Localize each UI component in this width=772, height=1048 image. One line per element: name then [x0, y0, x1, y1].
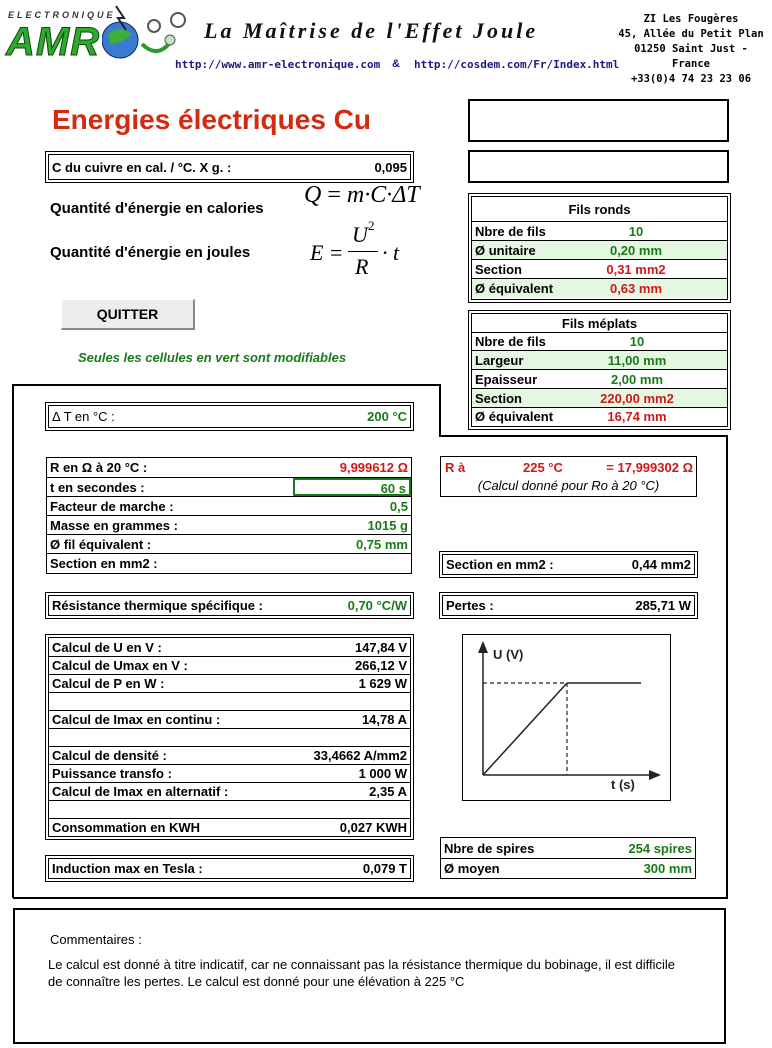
note-text: Seules les cellules en vert sont modifiables: [78, 350, 347, 365]
calc-imax-continu-value: 14,78 A: [361, 712, 407, 727]
comments-text: Le calcul est donné à titre indicatif, car ne connaissant pas la résistance thermique du bobinage, il est difficile de connaître les pertes. Le calcul est donné pour une élévation à 225 °C: [48, 957, 676, 989]
c-cuivre-label: C du cuivre en cal. / °C. X g. :: [52, 159, 232, 175]
r-at-temp: 225 °C: [523, 460, 563, 475]
r-at-note: (Calcul donné pour Ro à 20 °C): [477, 478, 660, 493]
url-separator: &: [392, 58, 400, 70]
r20-value: 9,999612 Ω: [339, 460, 408, 475]
quit-button[interactable]: QUITTER: [61, 299, 195, 330]
calc-label: Calcul de Umax en V :: [52, 658, 188, 673]
url-1[interactable]: http://www.amr-electronique.com: [175, 58, 381, 71]
fr-label: Ø unitaire: [475, 242, 536, 258]
section-right-value: 0,44 mm2: [631, 557, 691, 572]
graph-x-label: t (s): [611, 777, 635, 792]
y-arrow-icon: [478, 641, 488, 653]
calc-table: [48, 637, 411, 837]
formula-e-numerator: U: [352, 222, 368, 247]
param-label: Facteur de marche :: [50, 498, 174, 514]
url-2[interactable]: http://cosdem.com/Fr/Index.html: [414, 58, 620, 71]
formula-e-exponent: 2: [368, 218, 375, 233]
param-label: t en secondes :: [50, 479, 145, 495]
masse-value[interactable]: 1015 g: [367, 517, 408, 533]
spires-value[interactable]: 254 spires: [628, 840, 692, 856]
fm-label: Largeur: [475, 352, 524, 368]
fr-unitaire-value[interactable]: 0,20 mm: [609, 242, 663, 258]
fr-nbre-value[interactable]: 10: [628, 223, 644, 239]
x-arrow-icon: [649, 770, 661, 780]
calories-label: Quantité d'énergie en calories: [50, 200, 264, 217]
t-seconds-value[interactable]: 60 s: [293, 478, 411, 496]
fils-ronds-title: Fils ronds: [568, 201, 631, 217]
formula-e-equals: =: [330, 240, 343, 265]
calc-umax-value: 266,12 V: [354, 658, 407, 673]
calc-label: Calcul de Imax en continu :: [52, 712, 221, 727]
fr-equiv-value: 0,63 mm: [609, 281, 663, 296]
fm-epaisseur-value[interactable]: 2,00 mm: [610, 371, 664, 387]
formula-e-t: · t: [382, 240, 400, 265]
fm-label: Ø équivalent: [475, 409, 554, 424]
induction-label: Induction max en Tesla :: [52, 861, 203, 876]
fm-label: Nbre de fils: [475, 334, 546, 349]
brand-top-text: ELECTRONIQUE: [8, 10, 116, 20]
diam-moyen-value[interactable]: 300 mm: [643, 860, 692, 876]
r-at-label: R à: [445, 460, 466, 475]
pertes-label: Pertes :: [446, 598, 494, 613]
calc-kwh-value: 0,027 KWH: [339, 820, 407, 835]
section-right-label: Section en mm2 :: [446, 557, 554, 572]
formula-q-equals: =: [327, 182, 341, 208]
c-cuivre-value[interactable]: 0,095: [374, 159, 407, 175]
fm-nbre-value[interactable]: 10: [629, 334, 645, 349]
pertes-row: [442, 595, 695, 616]
param-label: Ø fil équivalent :: [50, 536, 152, 552]
formula-e-symbol: E: [310, 240, 324, 265]
address-line: +33(0)4 74 23 23 06: [630, 73, 752, 85]
induction-row: [48, 858, 411, 879]
r-at-value: = 17,999302 Ω: [606, 460, 693, 475]
calc-u-value: 147,84 V: [354, 639, 407, 655]
section-right-row: [442, 554, 695, 575]
pertes-value: 285,71 W: [635, 598, 691, 613]
resist-therm-label: Résistance thermique spécifique :: [52, 598, 263, 613]
calc-label: Consommation en KWH: [52, 820, 201, 835]
fr-label: Section: [475, 261, 522, 277]
calc-label: Puissance transfo :: [52, 766, 172, 781]
address-line: 45, Allée du Petit Plan: [618, 28, 764, 40]
params-table: [46, 457, 412, 574]
delta-t-row: [48, 405, 411, 428]
param-label: R en Ω à 20 °C :: [50, 460, 148, 475]
graph-box: [462, 634, 671, 801]
formula-q-symbol: Q: [304, 182, 322, 208]
fil-equiv-value[interactable]: 0,75 mm: [355, 536, 408, 552]
tagline: La Maîtrise de l'Effet Joule: [204, 18, 539, 43]
spires-label: Ø moyen: [444, 860, 500, 876]
resist-therm-value[interactable]: 0,70 °C/W: [347, 598, 407, 613]
delta-t-label: Δ T en °C :: [52, 409, 115, 424]
induction-value: 0,079 T: [362, 861, 407, 876]
resist-therm-row: [48, 595, 411, 616]
calc-imax-alt-value: 2,35 A: [369, 784, 407, 799]
facteur-marche-value[interactable]: 0,5: [389, 498, 408, 514]
calc-label: Calcul de P en W :: [52, 676, 165, 691]
fr-label: Nbre de fils: [475, 223, 546, 239]
param-label: Section en mm2 :: [50, 555, 158, 571]
r-at-temp-box: [440, 456, 697, 497]
delta-t-value[interactable]: 200 °C: [367, 409, 407, 424]
fm-section-value: 220,00 mm2: [600, 390, 674, 406]
comments-title: Commentaires :: [50, 932, 142, 947]
fm-label: Epaisseur: [475, 371, 538, 387]
comments-box[interactable]: [13, 908, 726, 1044]
page-title: Energies électriques Cu: [52, 104, 372, 135]
fr-section-value: 0,31 mm2: [606, 261, 666, 277]
formula-q-rest: m·C·ΔT: [346, 182, 420, 208]
calc-label: Calcul de U en V :: [52, 639, 162, 655]
fm-equiv-value: 16,74 mm: [607, 409, 667, 424]
fm-label: Section: [475, 390, 522, 406]
puissance-transfo-value[interactable]: 1 000 W: [358, 766, 407, 781]
calc-densite-value: 33,4662 A/mm2: [313, 748, 407, 763]
spires-label: Nbre de spires: [444, 840, 535, 856]
fils-meplats-title: Fils méplats: [561, 315, 638, 331]
address-line: ZI Les Fougères: [643, 13, 739, 25]
formula-e-denominator: R: [355, 254, 369, 279]
graph-y-label: U (V): [493, 647, 524, 662]
calc-label: Calcul de densité :: [52, 748, 167, 763]
calc-p-value: 1 629 W: [358, 676, 407, 691]
spires-table: [440, 837, 696, 879]
logo-text: AMR: [6, 20, 101, 64]
address-line: 01250 Saint Just - France: [634, 43, 748, 70]
fr-label: Ø équivalent: [475, 281, 554, 296]
calc-label: Calcul de Imax en alternatif :: [52, 784, 229, 799]
param-label: Masse en grammes :: [50, 517, 178, 533]
fm-largeur-value[interactable]: 11,00 mm: [607, 352, 667, 368]
joules-label: Quantité d'énergie en joules: [50, 244, 251, 261]
